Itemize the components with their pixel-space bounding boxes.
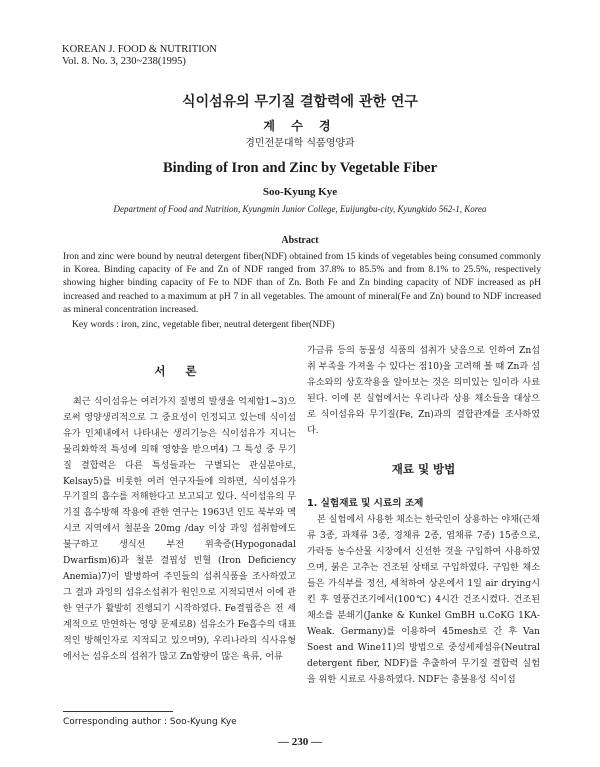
journal-name: KOREAN J. FOOD & NUTRITION (62, 44, 217, 55)
korean-title: 식이섬유의 무기질 결합력에 관한 연구 (182, 94, 418, 110)
journal-header (62, 44, 217, 68)
footnote-rule (63, 711, 173, 712)
methods-body (307, 513, 540, 688)
intro-continuation (307, 344, 540, 439)
subsection-heading: 1. 실험재료 및 시료의 조제 (307, 498, 424, 510)
journal-volume: Vol. 8. No. 3, 230~238(1995) (62, 56, 186, 67)
korean-author: 계 수 경 (263, 119, 337, 133)
keywords: Key words : iron, zinc, vegetable fiber, neutral detergent fiber(NDF) (72, 319, 335, 330)
korean-affiliation: 경민전문대학 식품영양과 (245, 138, 355, 149)
intro-body (63, 395, 296, 665)
abstract-text: Iron and zinc were bound by neutral detergent fiber(NDF) obtained from 15 kinds of vegetables being consumed commonly in Korea. Binding capacity of Fe and Zn of NDF ranged from 37.8% to 85.5% and from 8.1% to 25.5%, respectively showing higher binding capacity of Fe to NDF than of Zn. Both Fe and Zn binding capacity of NDF increased as pH increased and reached to a maximum at pH 7 in all vegetables. The amount of mineral(Fe and Zn) bound to NDF increased as mineral concentration increased. (63, 251, 541, 315)
intro-heading: 서 론 (154, 364, 205, 378)
methods-heading: 재료 및 방법 (391, 462, 456, 477)
intro-continuation-paragraph: 가금류 등의 동물성 식품의 섭취가 낮음으로 인하여 Zn섭취 부족을 가져올 수 있다는 점10)을 고려해 볼 때 Zn과 섬유소와의 상호작용을 알아보는 것은 의미있는 일이라 사료된다. 이에 본 실험에서는 우리나라 상용 채소들을 대상으로 식이섬유와 무기질(Fe, Zn)과의 결합관계를 조사하였다. (307, 346, 540, 436)
english-title: Binding of Iron and Zinc by Vegetable Fiber (162, 160, 438, 176)
left-column (63, 344, 296, 665)
english-affiliation: Department of Food and Nutrition, Kyungmin Junior College, Euijungbu-city, Kyungkido 562-1, Korea (113, 204, 487, 214)
page-number: — 230 — (278, 736, 322, 748)
footnote: Corresponding author : Soo-Kyung Kye (63, 717, 237, 727)
intro-paragraph: 최근 식이섬유는 여러가지 질병의 발생을 억제함1~3)으로써 영양생리적으로 그 중요성이 인정되고 있는데 식이섬유가 인체내에서 나타내는 생리기능은 식이섬유가 지니는 물리화학적 특성에 의해 영향을 받으며4) 그 특성 중 무기질 결합력은 다른 특성들과는 구별되는 관심분야로, Kelsay5)를 비롯한 여러 연구자들에 의하면, 식이섬유가 무기질의 흡수를 저해한다고 보고되고 있다. 식이섬유의 무기질 흡수방해 작용에 관한 연구는 1963년 인도 북부와 멕시코 지역에서 철분을 20mg /day 이상 과잉 섭취함에도 불구하고 생식선 부전 위축증(Hypogonadal Dwarfism)6)과 철분 결핍성 빈혈 (Iron Deficiency Anemia)7)이 발병하여 주민들의 섭취식품을 조사하였고 그 결과 과잉의 섬유소섭취가 원인으로 지적되면서 이에 관한 연구가 활발히 진행되기 시작하였다. Fe결핍증은 전 세계적으로 만연하는 영양 문제로8) 섬유소가 Fe흡수의 대표적인 방해인자로 지적되고 있으며9), 우리나라의 식사유형에서는 섬유소의 섭취가 많고 Zn함량이 많은 육류, 어류 (63, 397, 296, 662)
right-column (307, 344, 540, 688)
english-author: Soo-Kyung Kye (262, 186, 338, 198)
methods-paragraph: 본 실험에서 사용한 채소는 한국인이 상용하는 야채(근채류 3종, 과채류 3종, 경채류 2종, 엽채류 7종) 15종으로, 가락동 농수산물 시장에서 신선한 것을 구입하여 사용하였으며, 붉은 고추는 건조된 상태로 구입하였다. 구입한 채소들은 가식부를 정선, 세척하여 상온에서 1일 air drying시킨 후 열풍건조기에서(100℃) 4시간 건조시켰다. 건조된 채소를 분쇄기(Janke & Kunkel GmBH u.CoKG 1KA-Weak. Germany)를 이용하여 45mesh로 간 후 Van Soest and Wine11)의 방법으로 중성세제섬유(Neutral detergent fiber, NDF)를 추출하여 무기질 결합력 실험을 위한 시료로 사용하였다. NDF는 총불용성 식이섬 (307, 515, 540, 685)
abstract-heading: Abstract (281, 235, 319, 246)
